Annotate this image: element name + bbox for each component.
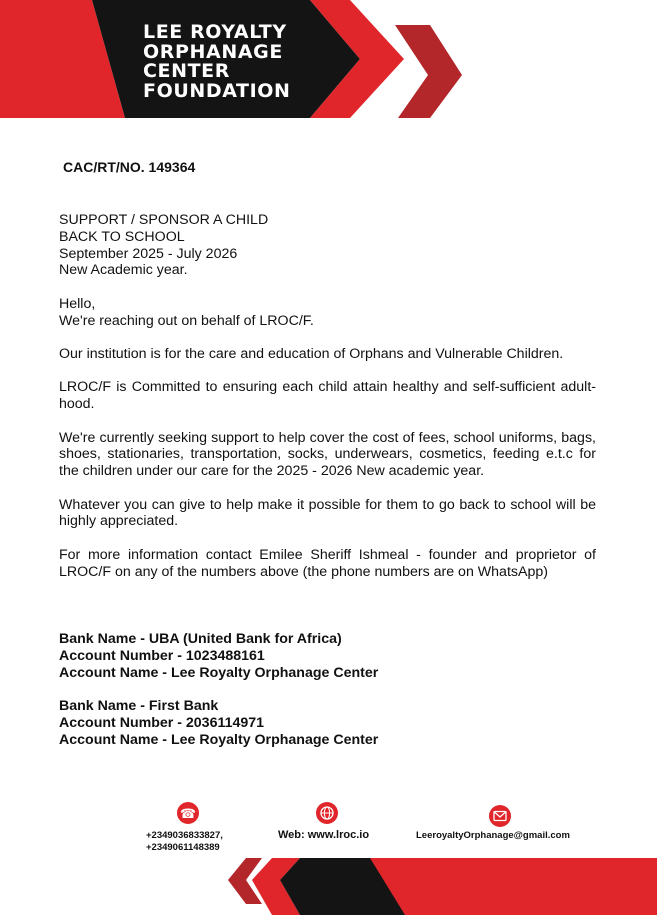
- subject-line-2: BACK TO SCHOOL: [59, 228, 185, 245]
- letterhead-footer: [0, 858, 657, 915]
- subject-block: [59, 212, 596, 279]
- bank1-account-name: Account Name - Lee Royalty Orphanage Center: [59, 664, 379, 681]
- mail-icon: [489, 805, 511, 827]
- email-address[interactable]: LeeroyaltyOrphanage@gmail.com: [416, 830, 570, 841]
- bank2-name: Bank Name - First Bank: [59, 698, 219, 714]
- greeting-hello: Hello,: [59, 295, 96, 312]
- org-name-line-4: FOUNDATION: [143, 79, 291, 102]
- org-name-line-1: LEE ROYALTY: [143, 21, 287, 43]
- org-name-line-3: CENTER: [143, 60, 230, 82]
- letter-body: [59, 212, 596, 580]
- bank2-account-name: Account Name - Lee Royalty Orphanage Center: [59, 731, 379, 748]
- paragraph-info: For more information contact Emilee Sheriff Ishmeal - founder and proprietor of LROC/F on any of the numbers above (the phone numbers are on WhatsApp): [59, 546, 596, 580]
- subject-line-3: September 2025 - July 2026: [59, 245, 238, 262]
- subject-line-4: New Academic year.: [59, 262, 188, 279]
- greeting-intro: We're reaching out on behalf of LROC/F.: [59, 312, 314, 329]
- bank1-account-number: Account Number - 1023488161: [59, 647, 265, 664]
- website-link[interactable]: Web: www.lroc.io: [278, 829, 370, 841]
- phone-numbers: [146, 830, 223, 853]
- footer-red-right: [370, 858, 657, 915]
- phone-icon: ☎: [177, 802, 199, 824]
- banner-graphic: [0, 0, 657, 118]
- bank-details-uba: [59, 631, 479, 681]
- paragraph-institution: Our institution is for the care and education of Orphans and Vulnerable Children.: [59, 345, 564, 362]
- registration-number: CAC/RT/NO. 149364: [63, 159, 196, 175]
- globe-icon: [316, 802, 338, 824]
- subject-line-1: SUPPORT / SPONSOR A CHILD: [59, 212, 269, 228]
- greeting-block: [59, 296, 596, 330]
- letterhead-banner: [0, 0, 657, 118]
- globe-glyph: [320, 806, 334, 820]
- bank1-name: Bank Name - UBA (United Bank for Africa): [59, 631, 342, 647]
- organization-name: [143, 23, 291, 101]
- phone-number-2: +2349061148389: [146, 841, 220, 853]
- paragraph-appeal: Whatever you can give to help make it possible for them to go back to school will be highly appreciated.: [59, 496, 596, 530]
- phone-number-1: +2349036833827,: [146, 830, 223, 841]
- bank2-account-number: Account Number - 2036114971: [59, 714, 265, 731]
- bank-details-firstbank: [59, 698, 479, 748]
- banner-darkred-chevron: [395, 25, 462, 118]
- paragraph-support: We're currently seeking support to help cover the cost of fees, school uniforms, bags, shoes, stationaries, transportation, socks, underwears, cosmetics, feeding e.t.c for the children under our care for the 2025 - 2026 New academic year.: [59, 429, 596, 480]
- mail-glyph: [493, 810, 507, 822]
- org-name-line-2: ORPHANAGE: [143, 40, 283, 63]
- footer-graphic: [0, 858, 657, 915]
- paragraph-commitment: LROC/F is Committed to ensuring each child attain healthy and self-sufficient adult-hood.: [59, 379, 596, 413]
